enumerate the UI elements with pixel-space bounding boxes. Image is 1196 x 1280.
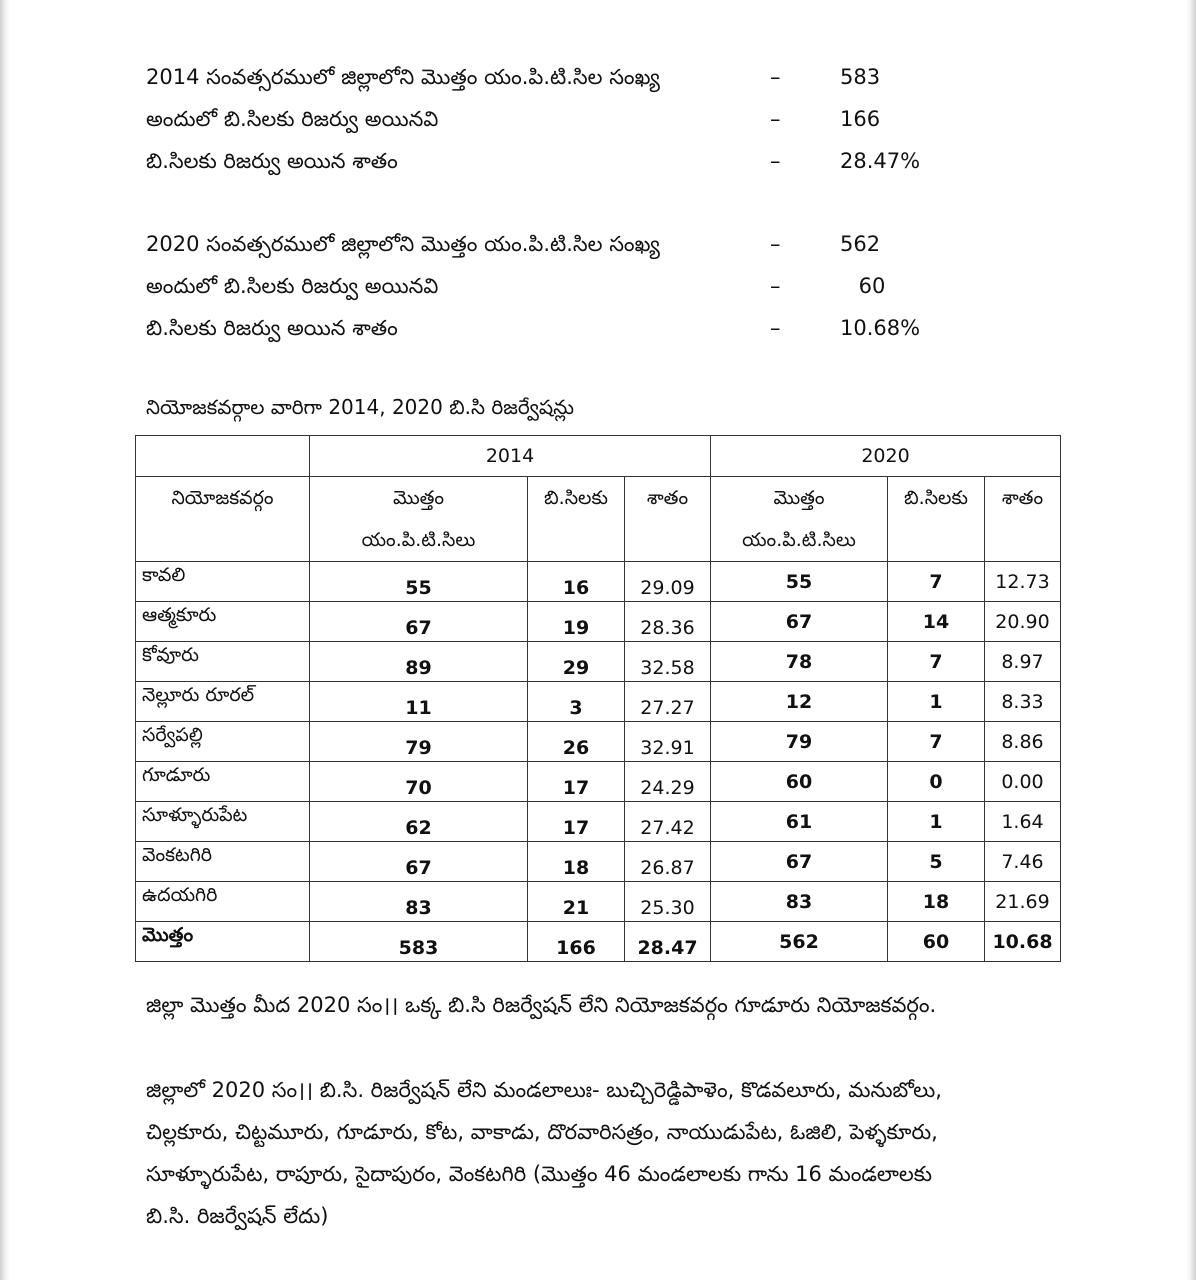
bc-2014: 16 bbox=[528, 562, 625, 602]
header-total-2020 bbox=[711, 477, 888, 562]
total-2020: 12 bbox=[711, 682, 888, 722]
header-empty bbox=[136, 436, 310, 477]
bc-2014: 26 bbox=[528, 722, 625, 762]
total-2014: 11 bbox=[310, 682, 528, 722]
note-line: సూళ్ళూరుపేట, రాపూరు, సైదాపురం, వెంకటగిరి (మొత్తం 46 మండలాలకు గాను 16 మండలాలకు bbox=[146, 1162, 933, 1186]
table-row bbox=[136, 842, 1061, 882]
note-line: చిల్లకూరు, చిట్టమూరు, గూడూరు, కోట, వాకాడు, దొరవారిసత్రం, నాయుడుపేట, ఓజిలి, పెళ్ళకూరు, bbox=[146, 1120, 938, 1144]
percent-2020: 8.33 bbox=[985, 682, 1061, 722]
year-header-row bbox=[136, 436, 1061, 477]
table-row bbox=[136, 762, 1061, 802]
bc-2020: 5 bbox=[888, 842, 985, 882]
total-2014: 583 bbox=[310, 922, 528, 962]
header-total-line1: మొత్తం bbox=[392, 487, 445, 509]
stat-dash: – bbox=[770, 65, 781, 89]
stat-dash: – bbox=[770, 107, 781, 131]
bc-2020: 0 bbox=[888, 762, 985, 802]
stat-row bbox=[146, 140, 966, 182]
percent-2020: 8.97 bbox=[985, 642, 1061, 682]
header-total-line1: మొత్తం bbox=[773, 487, 825, 509]
percent-2014: 32.58 bbox=[625, 642, 711, 682]
total-2020: 67 bbox=[711, 842, 888, 882]
constituency-name: నెల్లూరు రూరల్ bbox=[136, 682, 310, 722]
table-row bbox=[136, 722, 1061, 762]
stat-dash: – bbox=[770, 274, 781, 298]
percent-2020: 0.00 bbox=[985, 762, 1061, 802]
table-row bbox=[136, 602, 1061, 642]
table-row bbox=[136, 562, 1061, 602]
table-row bbox=[136, 882, 1061, 922]
stat-row bbox=[146, 56, 966, 98]
total-2014: 70 bbox=[310, 762, 528, 802]
total-2020: 83 bbox=[711, 882, 888, 922]
bc-2014: 166 bbox=[528, 922, 625, 962]
stat-value: 10.68% bbox=[840, 316, 921, 340]
total-2014: 83 bbox=[310, 882, 528, 922]
header-year-2020: 2020 bbox=[711, 436, 1061, 477]
stats-2014 bbox=[146, 56, 966, 182]
bc-2020: 1 bbox=[888, 802, 985, 842]
percent-2014: 32.91 bbox=[625, 722, 711, 762]
table-row bbox=[136, 802, 1061, 842]
bc-2014: 18 bbox=[528, 842, 625, 882]
stat-label: బి.సిలకు రిజర్వు అయిన శాతం bbox=[146, 149, 398, 173]
percent-2020: 10.68 bbox=[985, 922, 1061, 962]
total-2014: 89 bbox=[310, 642, 528, 682]
stat-row bbox=[146, 223, 966, 265]
note-line: బి.సి. రిజర్వేషన్ లేదు) bbox=[146, 1204, 329, 1228]
total-2014: 62 bbox=[310, 802, 528, 842]
constituency-name: గూడూరు bbox=[136, 762, 310, 802]
table-row bbox=[136, 682, 1061, 722]
bc-2020: 1 bbox=[888, 682, 985, 722]
header-constituency: నియోజకవర్గం bbox=[136, 477, 310, 562]
bc-2014: 29 bbox=[528, 642, 625, 682]
stat-value: 60 bbox=[858, 274, 886, 298]
stat-value: 562 bbox=[840, 232, 881, 256]
header-total-line2: యం.పి.టి.సిలు bbox=[361, 529, 476, 551]
stat-label: 2020 సంవత్సరములో జిల్లాలోని మొత్తం యం.పి.టి.సిల సంఖ్య bbox=[146, 232, 660, 256]
percent-2020: 8.86 bbox=[985, 722, 1061, 762]
percent-2014: 28.47 bbox=[625, 922, 711, 962]
stat-label: బి.సిలకు రిజర్వు అయిన శాతం bbox=[146, 316, 398, 340]
stats-2020 bbox=[146, 223, 966, 349]
column-header-row bbox=[136, 477, 1061, 562]
constituency-name: సర్వేపల్లి bbox=[136, 722, 310, 762]
constituency-name: కావలి bbox=[136, 562, 310, 602]
reservation-table bbox=[135, 435, 1061, 962]
total-2020: 60 bbox=[711, 762, 888, 802]
header-year-2014: 2014 bbox=[310, 436, 711, 477]
header-bc-2014: బి.సిలకు bbox=[528, 477, 625, 562]
percent-2014: 24.29 bbox=[625, 762, 711, 802]
bc-2020: 7 bbox=[888, 642, 985, 682]
constituency-name: సూళ్ళూరుపేట bbox=[136, 802, 310, 842]
stat-value: 28.47% bbox=[840, 149, 921, 173]
total-2014: 67 bbox=[310, 602, 528, 642]
table-row bbox=[136, 642, 1061, 682]
stat-value: 583 bbox=[840, 65, 881, 89]
page-edge-right bbox=[1186, 0, 1196, 1280]
percent-2014: 26.87 bbox=[625, 842, 711, 882]
header-percent-2020: శాతం bbox=[985, 477, 1061, 562]
table-title: నియోజకవర్గాల వారిగా 2014, 2020 బి.సి రిజర్వేషన్లు bbox=[146, 395, 575, 419]
constituency-name: ఉదయగిరి bbox=[136, 882, 310, 922]
total-2014: 55 bbox=[310, 562, 528, 602]
bc-2014: 3 bbox=[528, 682, 625, 722]
percent-2020: 20.90 bbox=[985, 602, 1061, 642]
stat-dash: – bbox=[770, 232, 781, 256]
page-edge-left bbox=[0, 0, 10, 1280]
stat-row bbox=[146, 265, 966, 307]
header-total-2014 bbox=[310, 477, 528, 562]
percent-2014: 29.09 bbox=[625, 562, 711, 602]
constituency-name: ఆత్మకూరు bbox=[136, 602, 310, 642]
total-2014: 67 bbox=[310, 842, 528, 882]
constituency-name: వెంకటగిరి bbox=[136, 842, 310, 882]
percent-2020: 7.46 bbox=[985, 842, 1061, 882]
header-total-line2: యం.పి.టి.సిలు bbox=[742, 529, 856, 551]
bc-2014: 17 bbox=[528, 802, 625, 842]
bc-2020: 7 bbox=[888, 562, 985, 602]
stat-value: 166 bbox=[840, 107, 881, 131]
total-label: మొత్తం bbox=[136, 922, 310, 962]
note-no-bc-constituency: జిల్లా మొత్తం మీద 2020 సం।। ఒక్క బి.సి రిజర్వేషన్ లేని నియోజకవర్గం గూడూరు నియోజకవర్గం. bbox=[146, 993, 937, 1017]
bc-2020: 18 bbox=[888, 882, 985, 922]
bc-2020: 7 bbox=[888, 722, 985, 762]
constituency-name: కోవూరు bbox=[136, 642, 310, 682]
stat-row bbox=[146, 98, 966, 140]
total-2020: 78 bbox=[711, 642, 888, 682]
percent-2014: 25.30 bbox=[625, 882, 711, 922]
percent-2020: 1.64 bbox=[985, 802, 1061, 842]
percent-2020: 21.69 bbox=[985, 882, 1061, 922]
header-percent-2014: శాతం bbox=[625, 477, 711, 562]
percent-2014: 27.42 bbox=[625, 802, 711, 842]
bc-2020: 14 bbox=[888, 602, 985, 642]
stat-dash: – bbox=[770, 149, 781, 173]
bc-2020: 60 bbox=[888, 922, 985, 962]
header-bc-2020: బి.సిలకు bbox=[888, 477, 985, 562]
total-2020: 79 bbox=[711, 722, 888, 762]
stat-label: 2014 సంవత్సరములో జిల్లాలోని మొత్తం యం.పి.టి.సిల సంఖ్య bbox=[146, 65, 660, 89]
bc-2014: 17 bbox=[528, 762, 625, 802]
stat-dash: – bbox=[770, 316, 781, 340]
percent-2020: 12.73 bbox=[985, 562, 1061, 602]
total-2020: 61 bbox=[711, 802, 888, 842]
total-2020: 562 bbox=[711, 922, 888, 962]
percent-2014: 28.36 bbox=[625, 602, 711, 642]
note-no-bc-mandals bbox=[146, 1069, 1046, 1237]
stat-label: అందులో బి.సిలకు రిజర్వు అయినవి bbox=[146, 107, 439, 131]
note-line: జిల్లాలో 2020 సం।। బి.సి. రిజర్వేషన్ లేని మండలాలుః- బుచ్చిరెడ్డిపాళెం, కొడవలూరు, మనుబోలు, bbox=[146, 1078, 942, 1102]
total-2020: 67 bbox=[711, 602, 888, 642]
total-2020: 55 bbox=[711, 562, 888, 602]
stat-row bbox=[146, 307, 966, 349]
bc-2014: 21 bbox=[528, 882, 625, 922]
total-2014: 79 bbox=[310, 722, 528, 762]
stat-label: అందులో బి.సిలకు రిజర్వు అయినవి bbox=[146, 274, 439, 298]
table-total-row bbox=[136, 922, 1061, 962]
percent-2014: 27.27 bbox=[625, 682, 711, 722]
bc-2014: 19 bbox=[528, 602, 625, 642]
